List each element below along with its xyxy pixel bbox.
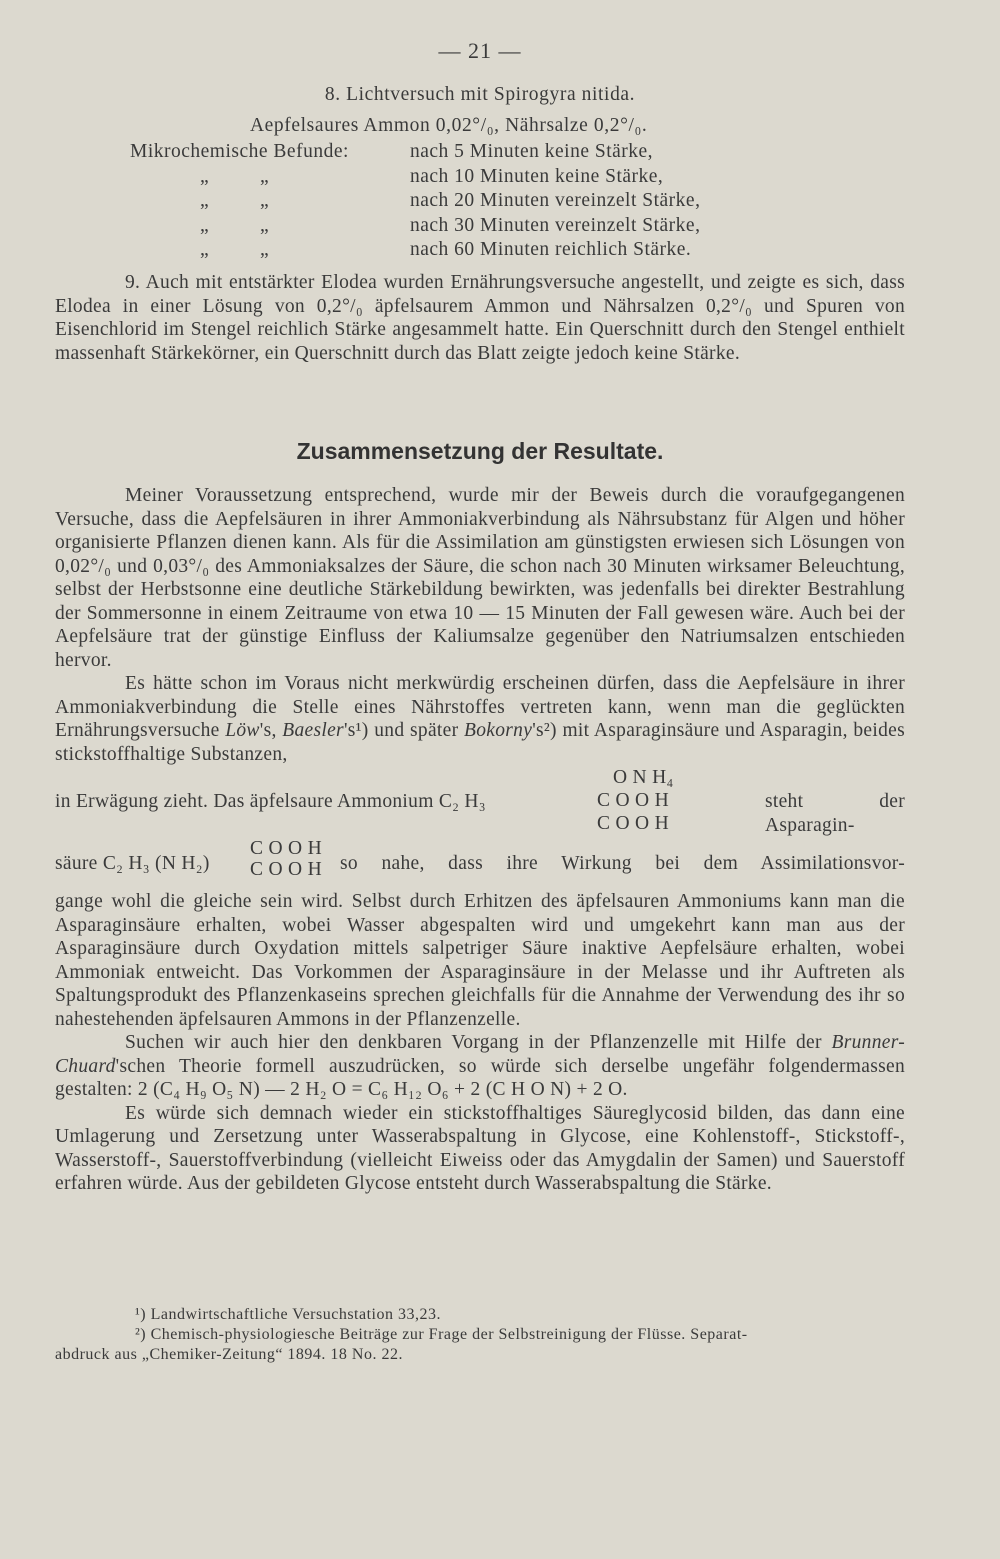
findings-row	[130, 140, 850, 165]
finding-text: nach 60 Minuten reichlich Stärke.	[410, 239, 692, 260]
finding-text: nach 5 Minuten keine Stärke,	[410, 141, 654, 162]
formula-ammonium-malate: in Erwägung zieht. Das äpfelsaure Ammonium C₂ H₃ O N H₄ C O O H C O O H steht der Asparagin-	[55, 767, 905, 836]
footnote: abdruck aus „Chemiker-Zeitung“ 1894. 18 No. 22.	[55, 1346, 403, 1363]
findings-row	[130, 189, 850, 214]
footnote: ²) Chemisch-physiologiesche Beiträge zur Frage der Selbstreinigung der Flüsse. Separat-	[135, 1326, 748, 1343]
ditto-mark: „	[260, 190, 270, 211]
paragraph: gange wohl die gleiche sein wird. Selbst durch Erhitzen des äpfelsauren Ammoniums kann man die Asparaginsäure erhalten, wobei Wasser abgespalten wird und umgekehrt kann man aus der Asparaginsäure durch Oxydation mittels salpetriger Säure inaktive Aepfelsäure erhalten, wobei Ammoniak entweicht. Das Vorkommen der Asparaginsäure in der Melasse und ihr Auftreten als Spaltungsprodukt des Pflanzenkaseins sprechen gleichfalls für die Annahme der Verwendung des ihr so nahestehenden äpfelsauren Ammons in der Pflanzenzelle.	[55, 891, 905, 1030]
ditto-mark: „	[260, 165, 270, 187]
findings-row	[130, 238, 850, 263]
main-text	[55, 484, 905, 1196]
section-heading: Zusammensetzung der Resultate.	[296, 438, 664, 464]
ditto-mark: „	[200, 239, 210, 260]
ditto-mark: „	[260, 239, 270, 260]
formula-group: O N H₄ C O O H C O O H	[597, 767, 674, 834]
finding-text: nach 20 Minuten vereinzelt Stärke,	[410, 190, 701, 211]
findings-label: Mikrochemische Befunde:	[130, 141, 349, 162]
author-name: Baesler	[282, 720, 344, 741]
author-name: Löw	[225, 720, 260, 741]
findings-row	[130, 214, 850, 239]
formula-asparagine: säure C₂ H₃ (N H₂) C O O H C O O H so nahe, dass ihre Wirkung bei dem Assimilationsvor-	[55, 838, 905, 880]
paragraph: Meiner Voraussetzung entsprechend, wurde mir der Beweis durch die voraufgegangenen Versuche, dass die Aepfelsäuren in ihrer Ammoniakverbindung als Nährsubstanz für Algen und höher organisierte Pflanzen dienen kann. Als für die Assimilation am günstigsten erwiesen sich Lösungen von 0,02°/₀ und 0,03°/₀ des Ammoniaksalzes der Säure, die schon nach 30 Minuten wirksamer Beleuchtung, selbst der Herbstsonne eine deutliche Stärkebildung bewirkten, was jedenfalls bei direkter Bestrahlung der Sommersonne in einem Zeitraume von etwa 10 — 15 Minuten der Fall gewesen wäre. Auch bei der Aepfelsäure trat der günstige Einfluss der Kaliumsalze gegenüber den Natriumsalzen entschieden hervor.	[55, 485, 905, 671]
finding-text: nach 30 Minuten vereinzelt Stärke,	[410, 214, 701, 236]
ditto-mark: „	[260, 214, 270, 236]
paragraph-9: 9. Auch mit entstärkter Elodea wurden Ernährungsversuche angestellt, und zeigte es sich, dass Elodea in einer Lösung von 0,2°/₀ äpfelsaurem Ammon und Nährsalzen 0,2°/₀ und Spuren von Eisenchlorid im Stengel reichlich Stärke angesammelt hatte. Ein Querschnitt durch den Stengel enthielt massenhaft Stärkekörner, ein Querschnitt durch das Blatt zeigte jedoch keine Stärke.	[55, 272, 905, 364]
author-name: Bokorny	[464, 720, 533, 741]
experiment-title: 8. Lichtversuch mit Spirogyra nitida.	[324, 84, 636, 105]
author-name: Brunner-Chuard	[55, 1032, 905, 1077]
page-number: — 21 —	[438, 38, 522, 63]
findings-table	[130, 140, 850, 263]
finding-text: nach 10 Minuten keine Stärke,	[410, 165, 664, 187]
paragraph: Suchen wir auch hier den denkbaren Vorgang in der Pflanzenzelle mit Hilfe der Brunner-Chuard'schen Theorie formell auszudrücken, so würde sich derselbe ungefähr folgendermassen gestalten: 2 (C₄ H₉ O₅ N) — 2 H₂ O = C₆ H₁₂ O₆ + 2 (C H O N) + 2 O.	[55, 1032, 905, 1100]
ditto-mark: „	[200, 190, 210, 211]
experiment-conditions: Aepfelsaures Ammon 0,02°/₀, Nährsalze 0,2°/₀.	[250, 115, 648, 136]
paragraph: Es hätte schon im Voraus nicht merkwürdig erscheinen dürfen, dass die Aepfelsäure in ihrer Ammoniakverbindung die Stelle eines Nährstoffes vertreten kann, wenn man die geglückten Ernährungsversuche Löw's, Baesler's¹) und später Bokorny's²) mit Asparaginsäure und Asparagin, beides stickstoffhaltige Substanzen,	[55, 673, 905, 765]
ditto-mark: „	[200, 214, 210, 236]
findings-row	[130, 165, 850, 190]
ditto-mark: „	[200, 165, 210, 187]
formula-group: C O O H C O O H	[250, 838, 322, 880]
footnote: ¹) Landwirtschaftliche Versuchstation 33,23.	[135, 1306, 441, 1323]
footnotes	[55, 1305, 905, 1365]
paragraph: Es würde sich demnach wieder ein stickstoffhaltiges Säureglycosid bilden, das dann eine Umlagerung und Zersetzung unter Wasserabspaltung in Glycose, eine Kohlenstoff-, Stickstoff-, Wasserstoff-, Sauerstoffverbindung (vielleicht Eiweiss oder das Amygdalin der Samen) und Sauerstoff erfahren würde. Aus der gebildeten Glycose entsteht durch Wasserabspaltung die Stärke.	[55, 1102, 905, 1194]
